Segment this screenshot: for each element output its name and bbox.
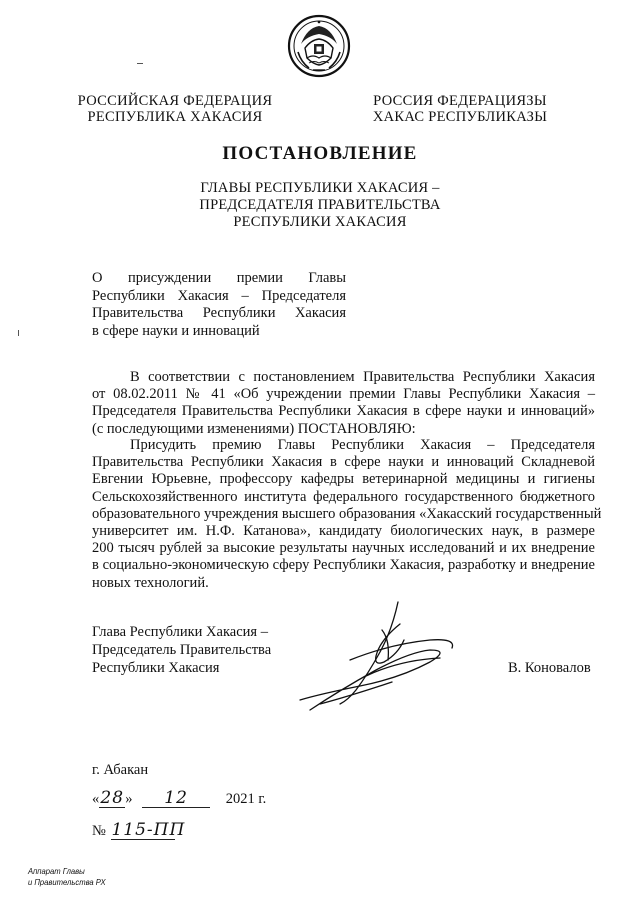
signatory-position-line-1: Глава Республики Хакасия –	[92, 624, 268, 640]
paragraph-line: (с последующими изменениями) ПОСТАНОВЛЯЮ:	[92, 420, 416, 437]
paragraph-line: Председателя Правительства Республики Хакасия в сфере науки и инноваций»	[92, 403, 595, 420]
subject-line-2: Республики Хакасия – Председателя	[92, 287, 346, 304]
issuer-block	[130, 180, 510, 231]
date-day: 28	[100, 788, 125, 808]
subject-line-3: Правительства Республики Хакасия	[92, 305, 346, 322]
paragraph-line: Евгении Юрьевне, профессору кафедры ветеринарной медицины и гигиены	[92, 471, 595, 488]
paragraph-line: Сельскохозяйственного института федерального государственного бюджетного	[92, 488, 595, 505]
place-of-issue: г. Абакан	[92, 762, 149, 778]
paragraph-line: в социально-экономическую сферу Республики Хакасия, разработку и внедрение	[92, 557, 595, 574]
date-month: 12	[142, 790, 210, 808]
document-title: ПОСТАНОВЛЕНИЕ	[222, 143, 418, 164]
signatory-position	[92, 624, 271, 677]
number-prefix: №	[92, 823, 106, 839]
paragraph-line: от 08.02.2011 № 41 «Об учреждении премии Главы Республики Хакасия –	[92, 386, 595, 403]
paragraph-line: Присудить премию Главы Республики Хакасия – Председателя	[130, 437, 595, 453]
header-right	[345, 93, 575, 125]
stamp-line-2: и Правительства РХ	[28, 877, 106, 887]
coat-of-arms-emblem	[287, 14, 351, 78]
header-right-line-1: РОССИЯ ФЕДЕРАЦИЯЗЫ	[373, 93, 547, 109]
signatory-position-line-3: Республики Хакасия	[92, 659, 220, 676]
signatory-name: В. Коновалов	[508, 660, 591, 676]
paragraph-line: новых технологий.	[92, 574, 209, 591]
paragraph-line: 200 тысяч рублей за высокие результаты научных исследований и их внедрение	[92, 540, 595, 557]
scan-speck	[18, 330, 19, 336]
signatory-position-line-2: Председатель Правительства	[92, 641, 272, 658]
paragraph-line: В соответствии с постановлением Правительства Республики Хакасия	[130, 369, 595, 385]
header-right-line-2: ХАКАС РЕСПУБЛИКАЗЫ	[372, 109, 548, 125]
issuer-line-1: ГЛАВЫ РЕСПУБЛИКИ ХАКАСИЯ –	[200, 180, 440, 196]
body-paragraph-2	[92, 437, 602, 592]
document-subject	[92, 270, 346, 340]
subject-line-4: в сфере науки и инноваций	[92, 322, 260, 339]
header-left-line-1: РОССИЙСКАЯ ФЕДЕРАЦИЯ	[77, 93, 273, 109]
header-left-line-2: РЕСПУБЛИКА ХАКАСИЯ	[87, 109, 263, 125]
document-date	[92, 790, 266, 808]
issuer-line-2: ПРЕДСЕДАТЕЛЯ ПРАВИТЕЛЬСТВА	[199, 197, 441, 213]
subject-line-1: О присуждении премии Главы	[92, 270, 346, 286]
document-number	[92, 820, 186, 840]
paragraph-line: университет им. Н.Ф. Катанова», кандидату биологических наук, в размере	[92, 523, 595, 540]
stamp-line-1: Аппарат Главы	[28, 866, 85, 876]
header-left	[60, 93, 290, 125]
scan-speck	[137, 63, 143, 64]
office-stamp	[28, 866, 106, 888]
body-paragraph-1	[92, 369, 595, 438]
date-open-quote: «	[92, 791, 100, 807]
handwritten-signature	[280, 600, 460, 712]
date-close-quote: »	[125, 791, 133, 807]
paragraph-line: образовательного учреждения высшего образования «Хакасский государственный	[92, 505, 602, 522]
number-value: 115-ПП	[111, 820, 186, 840]
issuer-line-3: РЕСПУБЛИКИ ХАКАСИЯ	[233, 214, 407, 230]
paragraph-line: Правительства Республики Хакасия в сфере науки и инноваций Складневой	[92, 454, 595, 471]
date-year: 2021 г.	[225, 791, 267, 807]
